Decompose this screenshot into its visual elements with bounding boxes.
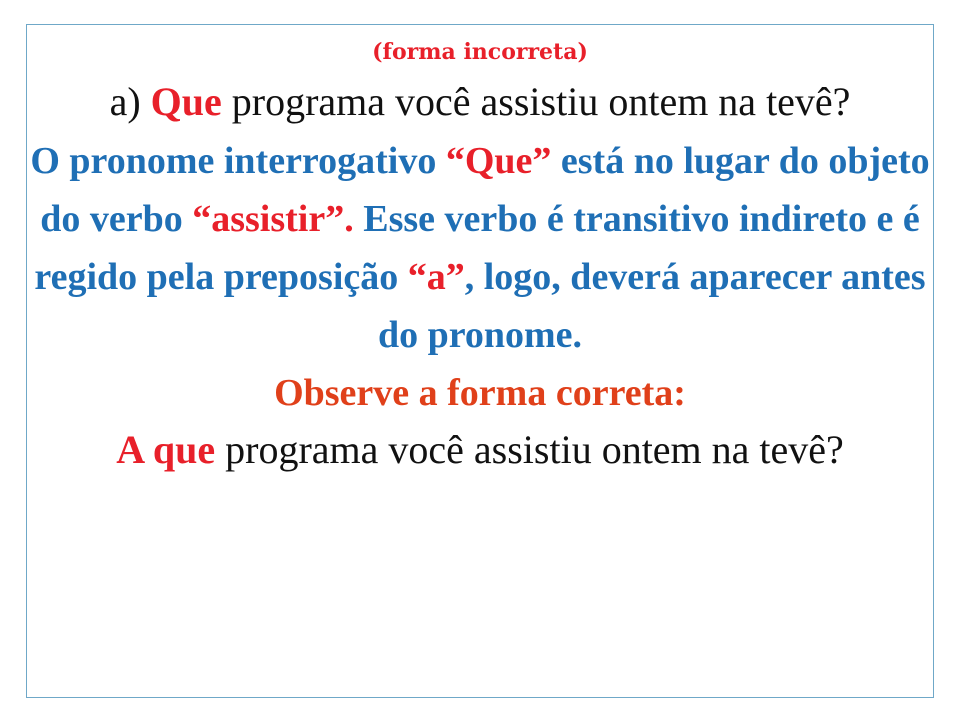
incorrect-question bbox=[30, 74, 930, 130]
subtitle: (forma incorreta) bbox=[372, 39, 588, 65]
answer-rest: programa você assistiu ontem na tevê? bbox=[215, 427, 844, 472]
explanation bbox=[30, 132, 930, 364]
question-prefix: a) bbox=[109, 79, 151, 124]
question-highlight: Que bbox=[150, 79, 222, 124]
explanation-part1: O pronome interrogativo bbox=[30, 140, 446, 182]
explanation-quote-assistir: “assistir”. bbox=[192, 198, 354, 240]
slide-content bbox=[30, 30, 930, 478]
explanation-part2: está no lugar do objeto do verbo bbox=[40, 140, 930, 240]
question-rest: programa você assistiu ontem na tevê? bbox=[221, 79, 851, 124]
correct-answer bbox=[30, 422, 930, 478]
explanation-quote-a: “a” bbox=[407, 256, 465, 298]
answer-highlight: A que bbox=[116, 427, 216, 472]
explanation-part4: , logo, deverá aparecer antes do pronome. bbox=[377, 256, 926, 356]
explanation-part3: Esse verbo é transitivo indireto e é regido pela preposição bbox=[34, 198, 920, 298]
observe-heading: Observe a forma correta: bbox=[274, 372, 686, 414]
explanation-quote-que: “Que” bbox=[445, 140, 552, 182]
